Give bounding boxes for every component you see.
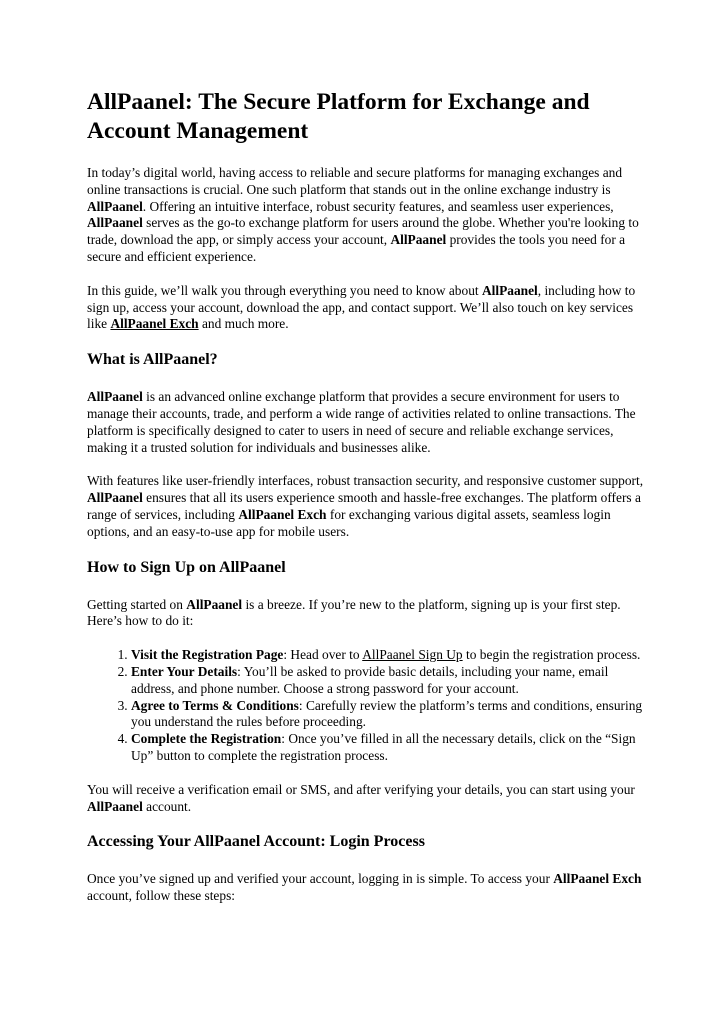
what-is-paragraph-2 xyxy=(87,473,647,540)
text-span: account. xyxy=(142,798,192,814)
page-title: AllPaanel: The Secure Platform for Exchange and Account Management xyxy=(87,89,590,144)
text-span: : Carefully review the platform’s terms and conditions, ensuring you understand the rules before proceeding. xyxy=(131,697,643,730)
signup-paragraph-1 xyxy=(87,597,647,631)
what-is-paragraph-1 xyxy=(87,389,647,456)
intro-paragraph-1 xyxy=(87,165,647,266)
text-span: You will receive a verification email or SMS, and after verifying your details, you can start using your xyxy=(87,781,635,797)
text-span: In this guide, we’ll walk you through everything you need to know about xyxy=(87,282,482,298)
step-title: Enter Your Details xyxy=(131,663,238,679)
signup-paragraph-2 xyxy=(87,782,647,816)
brand-name: AllPaanel xyxy=(87,198,143,214)
login-paragraph-1 xyxy=(87,871,647,905)
brand-name: AllPaanel xyxy=(186,596,243,612)
step-title: Complete the Registration xyxy=(131,731,282,747)
intro-paragraph-2 xyxy=(87,283,647,333)
text-span: serves as the go-to exchange platform for users around the globe. Whether you're looking to trade, download the app, or simply access your account, xyxy=(87,215,639,248)
text-span: account, follow these steps: xyxy=(87,888,236,904)
brand-name: AllPaanel xyxy=(87,490,143,506)
text-span: Getting started on xyxy=(87,596,187,612)
list-item xyxy=(131,647,647,664)
list-item xyxy=(131,698,647,732)
list-item xyxy=(131,664,647,698)
brand-name: AllPaanel xyxy=(87,215,143,231)
text-span: : Once you’ve filled in all the necessary details, click on the “Sign Up” button to complete the registration process. xyxy=(131,731,636,763)
text-span: for exchanging various digital assets, seamless login options, and an easy-to-use app for mobile users. xyxy=(87,506,611,539)
text-span: . Offering an intuitive interface, robust security features, and seamless user experiences, xyxy=(142,198,614,214)
step-title: Visit the Registration Page xyxy=(131,647,284,663)
brand-name: AllPaanel xyxy=(87,798,143,814)
brand-name: AllPaanel xyxy=(390,232,447,248)
text-span: In today’s digital world, having access to reliable and secure platforms for managing exchanges and online transactions is crucial. One such platform that stands out in the online exchange industry is xyxy=(87,165,623,197)
section-heading-login: Accessing Your AllPaanel Account: Login Process xyxy=(87,833,425,851)
document-page xyxy=(87,88,647,922)
text-span: : You’ll be asked to provide basic details, including your name, email address, and phone number. Choose a strong password for your account. xyxy=(131,663,609,696)
brand-name: AllPaanel xyxy=(87,389,143,405)
text-span: : Head over to xyxy=(283,647,363,663)
brand-name: AllPaanel Exch xyxy=(238,506,327,522)
text-span: is an advanced online exchange platform that provides a secure environment for users to manage their accounts, trade, and perform a wide range of activities related to online transactions. The platform is specifically designed to cater to users in need of secure and reliable exchange services, making it a trusted solution for individuals and businesses alike. xyxy=(87,389,636,455)
signup-link[interactable]: AllPaanel Sign Up xyxy=(362,647,463,663)
text-span: , including how to sign up, access your account, download the app, and contact support. We’ll also touch on key services like xyxy=(87,282,636,332)
text-span: to begin the registration process. xyxy=(462,647,641,663)
brand-name: AllPaanel xyxy=(481,282,538,298)
allpaanel-exch-link[interactable]: AllPaanel Exch xyxy=(110,316,199,332)
text-span: and much more. xyxy=(198,316,289,332)
section-heading-what-is: What is AllPaanel? xyxy=(87,351,218,369)
list-item xyxy=(131,731,647,765)
section-heading-signup: How to Sign Up on AllPaanel xyxy=(87,558,286,576)
text-span: Once you’ve signed up and verified your account, logging in is simple. To access your xyxy=(87,871,554,887)
signup-steps-list xyxy=(87,647,647,765)
step-title: Agree to Terms & Conditions xyxy=(131,697,299,713)
text-span: With features like user-friendly interfaces, robust transaction security, and responsive customer support, xyxy=(87,473,644,489)
text-span: provides the tools you need for a secure and efficient experience. xyxy=(87,232,626,264)
text-span: is a breeze. If you’re new to the platform, signing up is your first step. Here’s how to do it: xyxy=(87,596,621,629)
brand-name: AllPaanel Exch xyxy=(553,871,642,887)
text-span: ensures that all its users experience smooth and hassle-free exchanges. The platform offers a range of services, including xyxy=(87,490,641,522)
